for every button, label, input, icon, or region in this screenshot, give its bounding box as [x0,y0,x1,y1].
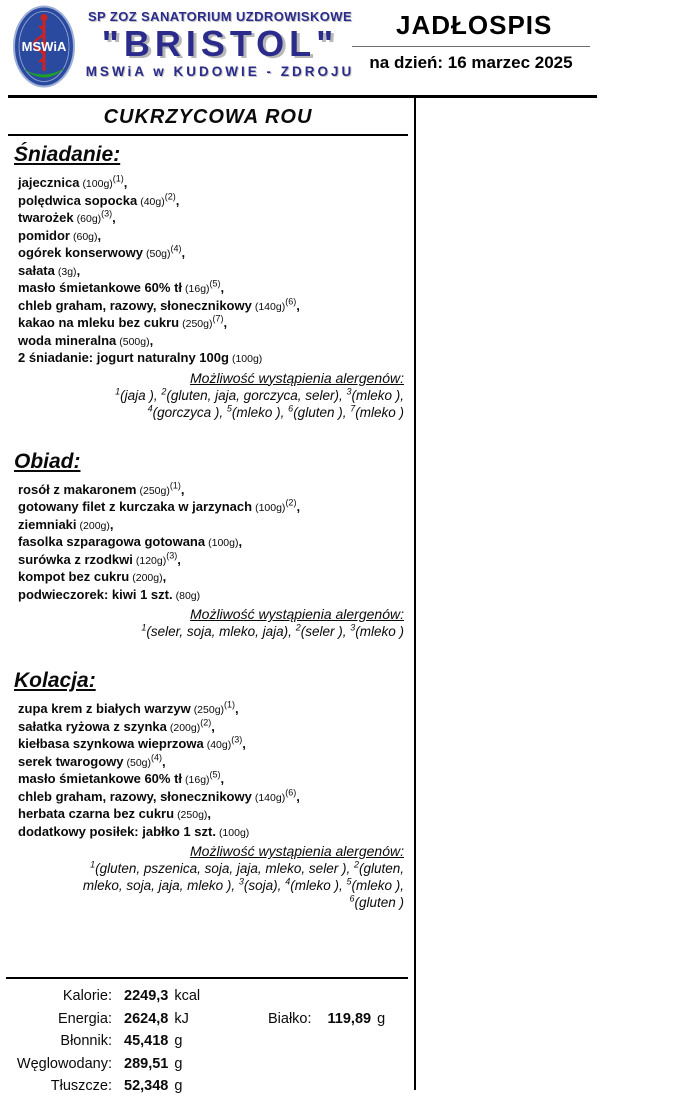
menu-item [18,333,408,351]
menu-item [18,587,408,605]
allergen-list [48,387,404,421]
item-separator: , [149,332,154,348]
allergen-footnote-ref: 6 [288,403,294,413]
menu-item [18,193,408,211]
nutrition-value: 119,89 [327,1010,372,1027]
item-portion: (60g) [76,213,102,225]
item-name: twarożek [18,210,74,225]
item-name: dodatkowy posiłek: jabłko 1 szt. [18,823,216,839]
item-footnote-ref: (3) [101,208,113,219]
item-footnote-ref: (1) [112,173,124,184]
item-name: kiełbasa szynkowa wieprzowa [18,736,204,751]
item-separator: , [162,569,167,584]
item-name: fasolka szparagowa gotowana [18,534,206,549]
item-portion: (100g) [82,178,113,190]
allergen-footnote-ref: 5 [346,876,352,887]
allergen-text: (mleko ), [231,404,289,420]
nutrition-label: Energia: [57,1010,112,1027]
item-list [18,701,408,841]
allergen-text: (jaja ), [120,387,162,403]
item-portion: (140g) [254,791,286,804]
item-separator: , [175,192,180,208]
item-separator: , [223,315,228,330]
top-rule [8,95,597,98]
menu-item [18,175,408,193]
nutrition-row [6,1075,408,1098]
allergen-segment [350,405,404,420]
item-portion: (200g) [79,519,110,532]
menu-item [18,701,408,719]
section-heading: Obiad: [14,449,81,473]
item-name: ziemniaki [18,516,77,532]
nutrition-unit: g [174,1033,183,1049]
nutrition-unit: kJ [174,1010,189,1027]
menu-section-lunch [8,449,408,641]
item-name: chleb graham, razowy, słonecznikowy [18,297,252,313]
menu-item [18,806,408,824]
allergen-text: (seler ), [300,624,351,639]
item-name: serek twarogowy [18,753,124,769]
menu-item [18,534,408,552]
section-heading: Kolacja: [14,669,96,692]
nutrition-value: 2249,3 [124,988,169,1004]
item-name: polędwica sopocka [18,192,138,208]
item-portion: (140g) [254,300,286,313]
item-separator: , [97,227,102,243]
menu-item [18,517,408,535]
item-name: jajecznica [18,175,80,190]
nutrition-unit: g [377,1010,386,1027]
item-separator: , [242,736,246,751]
menu-item [18,350,408,368]
allergen-segment [296,624,351,639]
organization-line1: SP ZOZ SANATORIUM UZDROWISKOWE [87,9,353,24]
column-divider [414,95,416,1090]
item-separator: , [177,551,181,567]
allergen-text: (gluten ) [354,895,404,910]
menu-item [18,482,408,500]
allergen-footnote-ref: 7 [350,403,356,413]
menu-item [18,552,408,570]
allergen-note-heading: Możliwość wystąpienia alergenów: [190,369,404,386]
allergen-segment [115,388,161,403]
nutrition-row [6,1053,408,1076]
item-name: masło śmietankowe 60% tł [18,280,183,295]
item-separator: , [211,718,215,734]
item-portion: (100g) [208,537,239,549]
item-portion: (16g) [185,283,210,295]
item-footnote-ref: (1) [169,480,181,491]
item-portion: (100g) [231,353,263,365]
page-header [0,0,692,95]
item-portion: (40g) [206,739,232,751]
nutrition-row [6,985,408,1008]
allergen-footnote-ref: 4 [147,403,153,413]
logo-text: MSWiA [21,39,67,54]
menu-item [18,754,408,772]
nutrition-value: 289,51 [124,1055,169,1072]
allergen-text: (gluten ), [293,404,351,420]
allergen-note-heading: Możliwość wystąpienia alergenów: [190,606,404,622]
nutrition-unit: kcal [174,988,201,1004]
item-separator: , [123,175,128,190]
allergen-text: (mleko ), [351,387,404,403]
organization-line2: MSWiA w KUDOWIE - ZDROJU [85,64,355,79]
item-name: chleb graham, razowy, słonecznikowy [18,788,252,804]
item-name: herbata czarna bez cukru [18,806,175,821]
item-separator: , [109,516,114,532]
allergen-footnote-ref: 2 [353,859,359,870]
allergen-segment [90,861,354,876]
allergen-text: (seler, soja, mleko, jaja), [146,624,296,639]
allergen-segment [346,388,404,403]
item-name: pomidor [18,227,70,243]
allergen-segment [148,405,227,420]
protein-group [268,1008,385,1031]
menu-item [18,263,408,281]
allergen-segment [161,388,346,403]
menu-item [18,569,408,587]
diet-title-rule [8,134,408,136]
allergen-text: (gluten, mleko, soja, jaja, mleko ), [82,861,404,893]
item-name: sałata [18,262,55,278]
item-name: rosół z makaronem [18,481,137,497]
menu-item [18,789,408,807]
allergen-segment [285,878,346,893]
nutrition-label: Błonnik: [60,1033,112,1049]
allergen-text: (gluten, pszenica, soja, jaja, mleko, seler ), [95,861,354,876]
item-portion: (3g) [57,265,77,278]
item-footnote-ref: (4) [151,752,163,763]
allergen-text: (mleko ) [355,404,404,420]
nutrition-unit: g [174,1078,183,1094]
item-footnote-ref: (5) [209,769,221,780]
allergen-list [48,623,404,640]
item-separator: , [76,262,81,278]
diet-title: CUKRZYCOWA ROU [103,106,313,128]
section-heading: Śniadanie: [14,143,121,166]
allergen-footnote-ref: 3 [238,876,244,887]
allergen-footnote-ref: 2 [295,622,301,633]
item-separator: , [181,245,186,260]
item-footnote-ref: (5) [209,278,221,289]
mswia-sanatorium-logo-icon [13,5,75,88]
allergen-footnote-ref: 1 [90,859,96,870]
menu-item [18,210,408,228]
menu-date: na dzień: 16 marzec 2025 [352,46,590,73]
nutrition-value: 45,418 [124,1033,169,1049]
nutrition-summary [6,977,408,1098]
allergen-footnote-ref: 4 [285,876,291,887]
item-portion: (100g) [255,502,286,514]
nutrition-row [6,1030,408,1053]
nutrition-label: Kalorie: [62,988,112,1004]
item-portion: (80g) [175,589,201,602]
menu-item [18,315,408,333]
item-list [18,482,408,605]
item-portion: (16g) [185,774,210,786]
item-name: 2 śniadanie: jogurt naturalny 100g [18,350,229,365]
allergen-text: (gorczyca ), [152,404,227,420]
item-portion: (200g) [169,721,201,734]
item-portion: (200g) [132,572,163,584]
item-separator: , [235,701,239,716]
item-separator: , [180,481,185,497]
menu-section-dinner [8,668,408,911]
nutrition-unit: g [174,1055,183,1072]
item-list [18,175,408,368]
item-portion: (120g) [135,554,167,567]
allergen-segment [346,878,404,893]
nutrition-value: 2624,8 [124,1010,169,1027]
allergen-segment [239,878,285,893]
nutrition-row [6,1008,408,1031]
item-footnote-ref: (3) [166,550,178,561]
item-name: surówka z rzodkwi [18,551,133,567]
item-footnote-ref: (3) [231,734,243,745]
item-portion: (500g) [119,335,150,348]
menu-item [18,245,408,263]
menu-section-breakfast [8,142,408,421]
allergen-text: (mleko ), [290,878,347,893]
menu-item [18,771,408,789]
item-portion: (250g) [177,809,208,821]
menu-item [18,736,408,754]
item-name: woda mineralna [18,332,117,348]
allergen-text: (gluten, jaja, gorczyca, seler), [166,387,347,403]
allergen-segment [349,895,404,910]
allergen-segment [350,624,404,639]
nutrition-label: Węglowodany: [16,1055,112,1072]
allergen-footnote-ref: 3 [350,622,356,633]
allergen-note-heading: Możliwość wystąpienia alergenów: [190,843,404,859]
menu-item [18,280,408,298]
item-footnote-ref: (6) [285,296,297,307]
item-name: zupa krem z białych warzyw [18,701,191,716]
item-separator: , [162,753,166,769]
allergen-text: (mleko ) [355,624,404,639]
allergen-footnote-ref: 3 [346,386,352,396]
allergen-footnote-ref: 6 [349,893,355,904]
item-footnote-ref: (6) [285,787,297,798]
item-name: kompot bez cukru [18,569,130,584]
nutrition-value: 52,348 [124,1078,169,1094]
allergen-segment [141,624,295,639]
item-separator: , [296,788,300,804]
menu-item [18,719,408,737]
item-separator: , [220,280,225,295]
item-separator: , [220,771,225,786]
item-portion: (100g) [218,826,250,839]
item-footnote-ref: (2) [200,717,212,728]
menu-item [18,824,408,842]
item-footnote-ref: (2) [285,497,297,508]
nutrition-label: Białko: [268,1010,312,1027]
item-portion: (50g) [126,756,152,769]
item-name: sałatka ryżowa z szynka [18,718,167,734]
allergen-footnote-ref: 1 [141,622,147,633]
item-portion: (250g) [139,484,170,497]
item-name: gotowany filet z kurczaka w jarzynach [18,499,253,514]
allergen-list [48,860,404,911]
item-separator: , [207,806,212,821]
menu-item [18,228,408,246]
allergen-footnote-ref: 2 [161,386,167,396]
item-separator: , [296,297,300,313]
item-footnote-ref: (2) [164,191,176,202]
organization-name: "BRISTOL" [101,23,339,64]
item-portion: (250g) [193,704,225,716]
item-portion: (40g) [140,195,165,208]
nutrition-label: Tłuszcze: [50,1078,112,1094]
item-portion: (60g) [73,230,98,243]
item-portion: (50g) [145,248,171,260]
item-separator: , [296,499,301,514]
item-portion: (250g) [182,318,213,330]
organization-block [76,9,364,79]
menu-item [18,298,408,316]
allergen-segment [288,405,350,420]
item-name: ogórek konserwowy [18,245,143,260]
menu-item [18,499,408,517]
allergen-segment [227,405,288,420]
item-footnote-ref: (4) [170,243,182,254]
allergen-text: (mleko ), [351,878,404,893]
allergen-footnote-ref: 1 [115,386,121,396]
item-footnote-ref: (1) [224,699,236,710]
allergen-footnote-ref: 5 [226,403,232,413]
item-footnote-ref: (7) [212,313,224,324]
document-title: JADŁOSPIS [396,10,553,40]
item-name: kakao na mleku bez cukru [18,315,180,330]
menu-column [8,99,408,911]
item-name: masło śmietankowe 60% tł [18,771,183,786]
item-separator: , [238,534,243,549]
item-separator: , [112,210,116,225]
item-name: podwieczorek: kiwi 1 szt. [18,586,173,602]
allergen-text: (soja), [243,878,286,893]
